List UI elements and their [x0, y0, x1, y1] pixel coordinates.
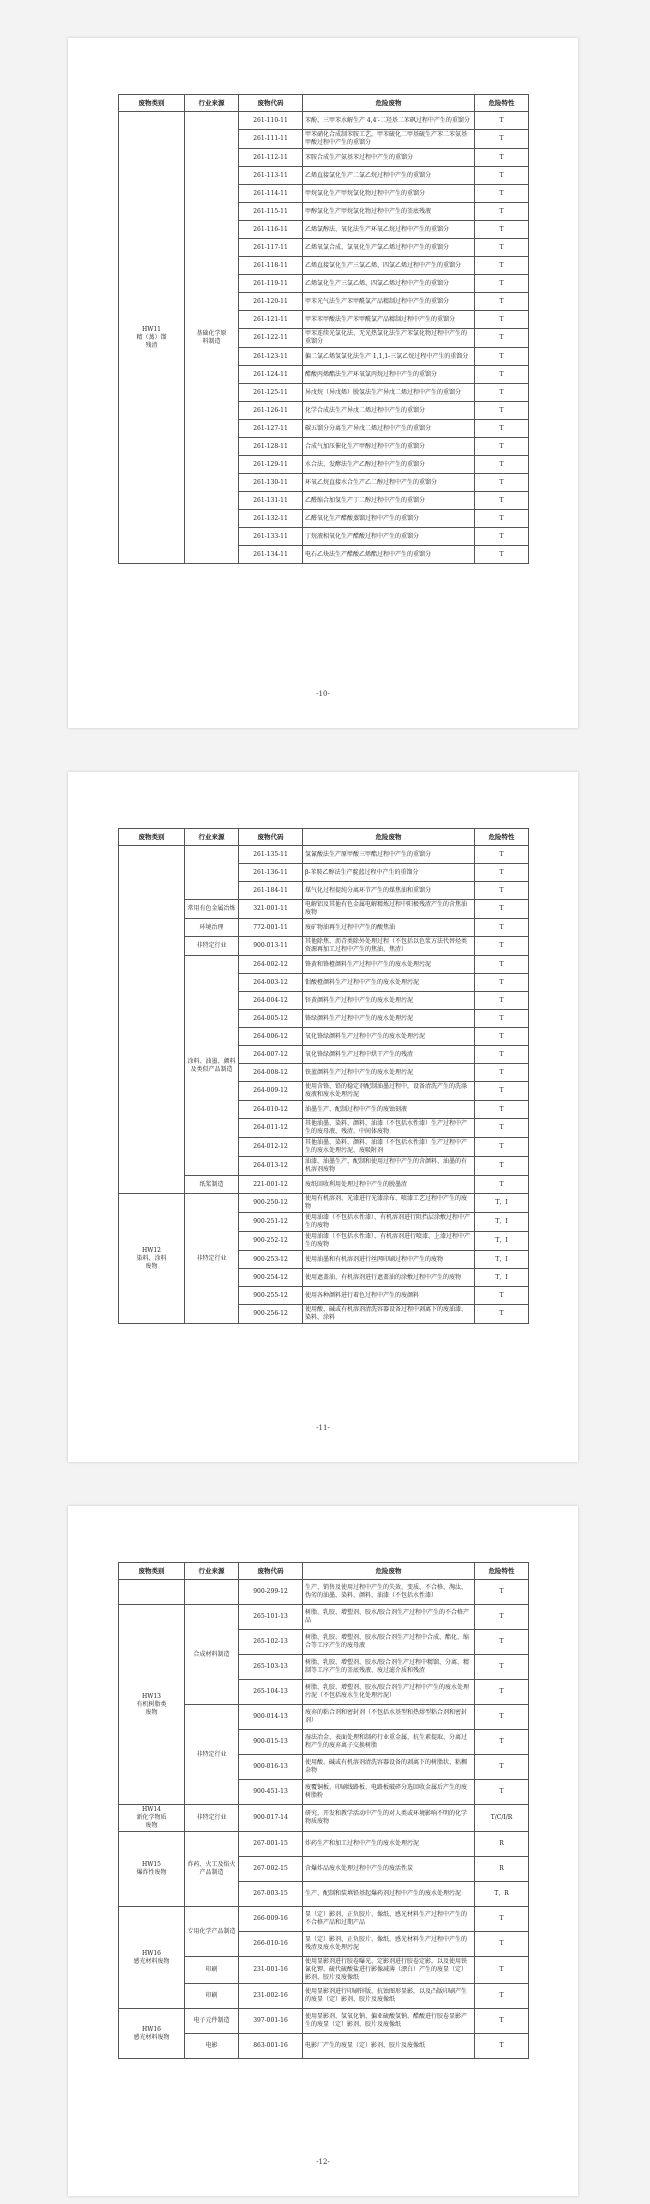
- waste-code-cell: 264-007-12: [239, 1046, 303, 1064]
- header-waste-code: 废物代码: [239, 829, 303, 846]
- waste-description-cell: 苯胺合成生产氨基苯过程中产生的重馏分: [303, 149, 475, 167]
- waste-description-cell: 甲烷氯化生产甲烷氯化物过程中产生的重馏分: [303, 185, 475, 203]
- waste-description-cell: 废矿物油再生过程中产生的酸焦油: [303, 919, 475, 937]
- hazard-property-cell: T: [475, 937, 529, 956]
- hazard-property-cell: T，I: [475, 1269, 529, 1287]
- waste-code-cell: 264-013-12: [239, 1157, 303, 1176]
- waste-code-cell: 772-001-11: [239, 919, 303, 937]
- hazard-property-cell: T: [475, 474, 529, 492]
- waste-description-cell: 甲苯硝化合成制苯胺工艺，甲苯硫化二甲基硫生产苯二苯氨基甲酸过程中产生的重馏分: [303, 130, 475, 149]
- waste-description-cell: 炸药生产和加工过程中产生的废水处理污泥: [303, 1832, 475, 1857]
- waste-description-cell: 生产、销售及使用过程中产生的失效、变质、不合格、淘汰、伪劣的油墨、染料、颜料、油漆（不包括水性漆）: [303, 1580, 475, 1605]
- header-industry-source: 行业来源: [185, 1563, 239, 1580]
- hazard-property-cell: T: [475, 2009, 529, 2034]
- waste-description-cell: 使用油墨和有机溶剂进行丝网印刷过程中产生的废物: [303, 1251, 475, 1269]
- waste-description-cell: 水合法、发酵法生产乙醇过程中产生的重馏分: [303, 456, 475, 474]
- hazard-property-cell: T: [475, 1755, 529, 1780]
- hazard-property-cell: T: [475, 528, 529, 546]
- waste-description-cell: 电影厂产生的废显（定）影剂、胶片及废像纸: [303, 2034, 475, 2059]
- waste-description-cell: 含爆炸品废水处理过程中产生的废活性炭: [303, 1857, 475, 1882]
- hazard-property-cell: T: [475, 1932, 529, 1957]
- hazard-property-cell: T: [475, 1119, 529, 1138]
- hazard-property-cell: T: [475, 130, 529, 149]
- waste-description-cell: 乙烯直接氯化生产二氯乙烷过程中产生的重馏分: [303, 167, 475, 185]
- waste-description-cell: 废覆铜板、印刷线路板、电路板破碎分选回收金属后产生的废树脂粉: [303, 1780, 475, 1805]
- waste-code-cell: 900-451-13: [239, 1780, 303, 1805]
- hazard-property-cell: T: [475, 384, 529, 402]
- waste-code-cell: 265-104-13: [239, 1680, 303, 1705]
- industry-source-cell: 电子元件制造: [185, 2009, 239, 2034]
- waste-description-cell: 乙烯氯醇法、氧化法生产环氧乙烷过程中产生的重馏分: [303, 221, 475, 239]
- hazard-property-cell: T: [475, 2034, 529, 2059]
- waste-description-cell: 乙烯直接氯化生产三氯乙烯、四氯乙烯过程中产生的重馏分: [303, 257, 475, 275]
- waste-code-cell: 264-002-12: [239, 956, 303, 974]
- header-waste-category: 废物类别: [119, 1563, 185, 1580]
- hazard-property-cell: T: [475, 275, 529, 293]
- table-row: [119, 2009, 529, 2034]
- hazard-property-cell: T，R: [475, 1882, 529, 1907]
- header-hazardous-waste: 危险废物: [303, 1563, 475, 1580]
- hazard-property-cell: R: [475, 1857, 529, 1882]
- table-row: [119, 1832, 529, 1857]
- waste-description-cell: 丁烷液相氧化生产醋酸过程中产生的重馏分: [303, 528, 475, 546]
- waste-code-cell: 265-102-13: [239, 1630, 303, 1655]
- hazard-property-cell: T: [475, 1101, 529, 1119]
- hazard-property-cell: T: [475, 1780, 529, 1805]
- waste-description-cell: 使用有机溶剂、光漆进行光漆涂布、喷漆工艺过程中产生的废物: [303, 1194, 475, 1213]
- hazard-property-cell: T: [475, 1046, 529, 1064]
- header-waste-code: 废物代码: [239, 95, 303, 112]
- hazardous-waste-table: [118, 828, 529, 1324]
- waste-description-cell: 甲苯光气法生产苯甲酰氯产品精制过程中产生的重馏分: [303, 293, 475, 311]
- waste-code-cell: 264-006-12: [239, 1028, 303, 1046]
- waste-description-cell: 生产、配制和装填铅基起爆药剂过程中产生的废水处理污泥: [303, 1882, 475, 1907]
- hazard-property-cell: T: [475, 1176, 529, 1194]
- waste-category-cell: [119, 846, 185, 1194]
- hazard-property-cell: T: [475, 992, 529, 1010]
- waste-description-cell: 碳五馏分分离生产异戊二烯过程中产生的重馏分: [303, 420, 475, 438]
- hazard-property-cell: T: [475, 1305, 529, 1324]
- waste-code-cell: 863-001-16: [239, 2034, 303, 2059]
- waste-code-cell: 267-003-15: [239, 1882, 303, 1907]
- waste-description-cell: 铁蓝颜料生产过程中产生的废水处理污泥: [303, 1064, 475, 1082]
- hazard-property-cell: T: [475, 348, 529, 366]
- waste-description-cell: 电解铝及其他有色金属电解精炼过程中阳极残渣产生的含焦油废物: [303, 900, 475, 919]
- waste-description-cell: 研究、开发和教学活动中产生的对人类或环境影响不明的化学物质废物: [303, 1805, 475, 1832]
- waste-description-cell: 树脂、乳胶、增塑剂、胶水/胶合剂生产过程中产生的不合格产品: [303, 1605, 475, 1630]
- waste-code-cell: 261-118-11: [239, 257, 303, 275]
- waste-description-cell: 乙醛缩合加氢生产丁二醇过程中产生的重馏分: [303, 492, 475, 510]
- waste-description-cell: 醋酸丙烯酯法生产环氧氯丙烷过程中产生的重馏分: [303, 366, 475, 384]
- hazard-property-cell: T: [475, 900, 529, 919]
- waste-description-cell: 使用遮盖油、有机溶剂进行遮盖油的涂敷过程中产生的废物: [303, 1269, 475, 1287]
- waste-code-cell: 261-122-11: [239, 329, 303, 348]
- hazard-property-cell: T: [475, 919, 529, 937]
- waste-code-cell: 900-016-13: [239, 1755, 303, 1780]
- hazard-property-cell: T: [475, 257, 529, 275]
- table-row: [119, 1907, 529, 1932]
- waste-code-cell: 261-130-11: [239, 474, 303, 492]
- header-waste-code: 废物代码: [239, 1563, 303, 1580]
- waste-description-cell: 苯酚、三甲苯水解生产 4,4′-二羟基二苯砜过程中产生的重馏分: [303, 112, 475, 130]
- waste-code-cell: 264-012-12: [239, 1138, 303, 1157]
- waste-description-cell: 其他油墨、染料、颜料、油漆（不包括水性漆）生产过程中产生的废水处理污泥、废吸附剂: [303, 1138, 475, 1157]
- waste-code-cell: 231-001-16: [239, 1957, 303, 1984]
- waste-code-cell: 900-014-13: [239, 1705, 303, 1730]
- waste-description-cell: 氧化铬绿颜料生产过程中产生的废水处理污泥: [303, 1028, 475, 1046]
- page-number: -12-: [316, 2158, 330, 2166]
- waste-description-cell: 氧化铬绿颜料生产过程中烘干产生的残渣: [303, 1046, 475, 1064]
- waste-code-cell: 261-124-11: [239, 366, 303, 384]
- hazard-property-cell: T: [475, 311, 529, 329]
- waste-description-cell: 使用酸、碱或有机溶剂清洗容器设备的剥离下的树脂状、粘稠杂物: [303, 1755, 475, 1780]
- waste-description-cell: 偏二氯乙烯氢氯化法生产 1,1,1-三氯乙烷过程中产生的重馏分: [303, 348, 475, 366]
- industry-source-cell: 印刷: [185, 1957, 239, 1984]
- waste-code-cell: 261-116-11: [239, 221, 303, 239]
- table-row: [119, 1580, 529, 1605]
- waste-description-cell: 锌黄颜料生产过程中产生的废水处理污泥: [303, 992, 475, 1010]
- header-waste-category: 废物类别: [119, 95, 185, 112]
- hazard-property-cell: T: [475, 974, 529, 992]
- waste-category-cell: [119, 1580, 185, 1605]
- hazard-property-cell: T: [475, 846, 529, 864]
- waste-code-cell: 900-013-11: [239, 937, 303, 956]
- hazard-property-cell: T: [475, 1705, 529, 1730]
- hazard-property-cell: T: [475, 1957, 529, 1984]
- waste-code-cell: 221-001-12: [239, 1176, 303, 1194]
- hazard-property-cell: T: [475, 1028, 529, 1046]
- waste-code-cell: 261-126-11: [239, 402, 303, 420]
- waste-description-cell: 甲苯苯甲酸法生产苯甲酰氯产品精制过程中产生的重馏分: [303, 311, 475, 329]
- waste-description-cell: 合成气加压催化生产甲醇过程中产生的重馏分: [303, 438, 475, 456]
- waste-description-cell: 异戊烷（异戊烯）脱氢法生产异戊二烯过程中产生的重馏分: [303, 384, 475, 402]
- hazard-property-cell: T: [475, 492, 529, 510]
- waste-code-cell: 267-001-15: [239, 1832, 303, 1857]
- hazard-property-cell: T: [475, 882, 529, 900]
- hazard-property-cell: T: [475, 239, 529, 257]
- waste-category-cell: HW15 爆炸性废物: [119, 1832, 185, 1907]
- page-number: -11-: [316, 1424, 330, 1432]
- hazard-property-cell: T: [475, 1138, 529, 1157]
- hazard-property-cell: T: [475, 293, 529, 311]
- hazard-property-cell: T: [475, 956, 529, 974]
- waste-description-cell: 乙烯氯化生产三氯乙烯、四氯乙烯过程中产生的重馏分: [303, 275, 475, 293]
- header-hazardous-waste: 危险废物: [303, 829, 475, 846]
- waste-code-cell: 900-015-13: [239, 1730, 303, 1755]
- waste-code-cell: 261-184-11: [239, 882, 303, 900]
- waste-code-cell: 261-136-11: [239, 864, 303, 882]
- waste-code-cell: 261-129-11: [239, 456, 303, 474]
- industry-source-cell: 非特定行业: [185, 1705, 239, 1805]
- waste-code-cell: 261-114-11: [239, 185, 303, 203]
- hazard-property-cell: T: [475, 1064, 529, 1082]
- waste-category-cell: HW14 新化学物质 废物: [119, 1805, 185, 1832]
- header-waste-category: 废物类别: [119, 829, 185, 846]
- waste-code-cell: 900-017-14: [239, 1805, 303, 1832]
- waste-code-cell: 900-253-12: [239, 1251, 303, 1269]
- waste-code-cell: 264-004-12: [239, 992, 303, 1010]
- hazardous-waste-table: [118, 1562, 529, 2059]
- waste-description-cell: 树脂、乳胶、增塑剂、胶水/胶合剂生产过程中合成、酯化、缩合等工序产生的废母液: [303, 1630, 475, 1655]
- hazard-property-cell: T: [475, 438, 529, 456]
- hazard-property-cell: T: [475, 1984, 529, 2009]
- waste-description-cell: 废弃的粘合剂和密封剂（不包括水基型和热熔型粘合剂和密封剂）: [303, 1705, 475, 1730]
- hazard-property-cell: T: [475, 1730, 529, 1755]
- waste-code-cell: 266-009-16: [239, 1907, 303, 1932]
- waste-code-cell: 261-112-11: [239, 149, 303, 167]
- hazard-property-cell: T: [475, 1680, 529, 1705]
- waste-code-cell: 264-008-12: [239, 1064, 303, 1082]
- waste-description-cell: 铬黄和铬橙颜料生产过程中产生的废水处理污泥: [303, 956, 475, 974]
- waste-code-cell: 261-117-11: [239, 239, 303, 257]
- hazard-property-cell: T: [475, 1907, 529, 1932]
- waste-description-cell: 其他油墨、染料、颜料、油漆（不包括水性漆）生产过程中产生的废母液、残渣、中间体废物: [303, 1119, 475, 1138]
- waste-code-cell: 261-119-11: [239, 275, 303, 293]
- waste-code-cell: 261-111-11: [239, 130, 303, 149]
- hazard-property-cell: T: [475, 546, 529, 564]
- document-page: [68, 38, 578, 728]
- waste-description-cell: 甲醇氯化生产甲烷氯化物过程中产生的釜底残液: [303, 203, 475, 221]
- waste-description-cell: 乙烯氧氯合成、氯氧化生产氯乙烯过程中产生的重馏分: [303, 239, 475, 257]
- table-row: [119, 112, 529, 130]
- waste-category-cell: HW13 有机树脂类 废物: [119, 1605, 185, 1805]
- waste-description-cell: 油漆、油墨生产、配制和使用过程中产生的含颜料、油墨的有机溶剂废物: [303, 1157, 475, 1176]
- hazard-property-cell: T，I: [475, 1232, 529, 1251]
- waste-description-cell: 化学合成法生产异戊二烯过程中产生的重馏分: [303, 402, 475, 420]
- header-industry-source: 行业来源: [185, 829, 239, 846]
- hazard-property-cell: T: [475, 510, 529, 528]
- hazard-property-cell: T/C/I/R: [475, 1805, 529, 1832]
- hazard-property-cell: T: [475, 1580, 529, 1605]
- waste-code-cell: 261-115-11: [239, 203, 303, 221]
- industry-source-cell: 炸药、火工及焰火产品制造: [185, 1832, 239, 1907]
- hazard-property-cell: T: [475, 221, 529, 239]
- waste-description-cell: β-苯胺乙醇法生产靛蓝过程中产生的重馏分: [303, 864, 475, 882]
- waste-code-cell: 261-120-11: [239, 293, 303, 311]
- waste-code-cell: 900-252-12: [239, 1232, 303, 1251]
- hazard-property-cell: T: [475, 420, 529, 438]
- waste-description-cell: 树脂、乳胶、增塑剂、胶水/胶合剂生产过程中精馏、分离、精制等工序产生的釜底残液、废过滤介质和残渣: [303, 1655, 475, 1680]
- industry-source-cell: 涂料、油墨、颜料及类似产品制造: [185, 956, 239, 1176]
- industry-source-cell: 电影: [185, 2034, 239, 2059]
- waste-code-cell: 231-002-16: [239, 1984, 303, 2009]
- document-page: [68, 772, 578, 1462]
- waste-code-cell: 900-255-12: [239, 1287, 303, 1305]
- document-page: [68, 1506, 578, 2196]
- waste-description-cell: 使用显影剂进行印刷锌版、抗蚀图形显影，以及凸版印刷产生的废显（定）影剂、胶片及废像纸: [303, 1984, 475, 2009]
- waste-category-cell: HW12 染料、涂料 废物: [119, 1194, 185, 1324]
- industry-source-cell: 环境治理: [185, 919, 239, 937]
- waste-description-cell: 使用显影剂、氢氧化钠、偏亚硫酸氢钠、醋酸进行胶卷显影产生的废显（定）影剂、胶片及废像纸: [303, 2009, 475, 2034]
- waste-description-cell: 使用显影剂进行胶卷曝光、定影剂进行胶卷定影，以及使用铁氰化钾、硫代硫酸盐进行影像减薄（漂白）产生的废显（定）影剂、胶片及废像纸: [303, 1957, 475, 1984]
- waste-code-cell: 261-131-11: [239, 492, 303, 510]
- hazard-property-cell: T: [475, 456, 529, 474]
- waste-code-cell: 261-110-11: [239, 112, 303, 130]
- waste-code-cell: 264-009-12: [239, 1082, 303, 1101]
- waste-description-cell: 煤气化过程提纯分离环节产生的煤焦油和重馏分: [303, 882, 475, 900]
- waste-code-cell: 397-001-16: [239, 2009, 303, 2034]
- hazard-property-cell: T: [475, 1010, 529, 1028]
- industry-source-cell: 非特定行业: [185, 937, 239, 956]
- waste-code-cell: 261-127-11: [239, 420, 303, 438]
- hazard-property-cell: T: [475, 112, 529, 130]
- hazard-property-cell: T: [475, 366, 529, 384]
- industry-source-cell: 基础化学原 料制造: [185, 112, 239, 564]
- waste-description-cell: 电石乙炔法生产醋酸乙烯酯过程中产生的重馏分: [303, 546, 475, 564]
- waste-description-cell: 显（定）影剂、正负胶片、像纸、感光材料生产过程中产生的残渣及废水处理污泥: [303, 1932, 475, 1957]
- waste-code-cell: 261-128-11: [239, 438, 303, 456]
- hazard-property-cell: T: [475, 1082, 529, 1101]
- industry-source-cell: [185, 1580, 239, 1605]
- hazard-property-cell: R: [475, 1832, 529, 1857]
- waste-description-cell: 使用含铬、铅的稳定剂配制油墨过程中，设备清洗产生的洗涤废液和废水处理污泥: [303, 1082, 475, 1101]
- waste-description-cell: 使用各种颜料进行着色过程中产生的废颜料: [303, 1287, 475, 1305]
- waste-code-cell: 261-123-11: [239, 348, 303, 366]
- waste-description-cell: 使用油漆（不包括水性漆）、有机溶剂进行阻挡层涂敷过程中产生的废物: [303, 1213, 475, 1232]
- header-hazardous-waste: 危险废物: [303, 95, 475, 112]
- waste-description-cell: 氢氰酸法生产原甲酸三甲酯过程中产生的重馏分: [303, 846, 475, 864]
- industry-source-cell: 印刷: [185, 1984, 239, 2009]
- waste-code-cell: 900-299-12: [239, 1580, 303, 1605]
- waste-code-cell: 261-121-11: [239, 311, 303, 329]
- industry-source-cell: [185, 846, 239, 900]
- hazard-property-cell: T: [475, 203, 529, 221]
- waste-code-cell: 264-011-12: [239, 1119, 303, 1138]
- industry-source-cell: 常用有色金属冶炼: [185, 900, 239, 919]
- waste-description-cell: 显（定）影剂、正负胶片、像纸、感光材料生产过程中产生的不合格产品和过期产品: [303, 1907, 475, 1932]
- industry-source-cell: 非特定行业: [185, 1805, 239, 1832]
- waste-code-cell: 265-103-13: [239, 1655, 303, 1680]
- header-hazard-property: 危险特性: [475, 95, 529, 112]
- header-industry-source: 行业来源: [185, 95, 239, 112]
- waste-code-cell: 267-002-15: [239, 1857, 303, 1882]
- hazardous-waste-table: [118, 94, 529, 564]
- table-row: [119, 1605, 529, 1630]
- waste-code-cell: 261-135-11: [239, 846, 303, 864]
- industry-source-cell: 非特定行业: [185, 1194, 239, 1324]
- waste-description-cell: 湿法冶金、表面处理和制药行业重金属、抗生素提取、分离过程产生的废弃离子交换树脂: [303, 1730, 475, 1755]
- waste-code-cell: 261-125-11: [239, 384, 303, 402]
- waste-description-cell: 使用酸、碱或有机溶剂清洗容器设备过程中剥离下的废油漆、染料、涂料: [303, 1305, 475, 1324]
- waste-code-cell: 264-005-12: [239, 1010, 303, 1028]
- waste-code-cell: 261-133-11: [239, 528, 303, 546]
- hazard-property-cell: T: [475, 149, 529, 167]
- industry-source-cell: 合成材料制造: [185, 1605, 239, 1705]
- waste-code-cell: 261-132-11: [239, 510, 303, 528]
- waste-description-cell: 废纸回收利用处理过程中产生的脱墨渣: [303, 1176, 475, 1194]
- hazard-property-cell: T，I: [475, 1213, 529, 1232]
- waste-description-cell: 油墨生产、配制过程中产生的废蚀刻液: [303, 1101, 475, 1119]
- waste-description-cell: 甲苯连续光氯化法、无光热氯化法生产苯氯化物过程中产生的重馏分: [303, 329, 475, 348]
- waste-code-cell: 264-003-12: [239, 974, 303, 992]
- hazard-property-cell: T: [475, 167, 529, 185]
- waste-description-cell: 乙醛氧化生产醋酸蒸馏过程中产生的重馏分: [303, 510, 475, 528]
- hazard-property-cell: T: [475, 1655, 529, 1680]
- waste-description-cell: 使用油漆（不包括水性漆）、有机溶剂进行喷漆、上漆过程中产生的废物: [303, 1232, 475, 1251]
- hazard-property-cell: T: [475, 329, 529, 348]
- waste-code-cell: 900-251-12: [239, 1213, 303, 1232]
- industry-source-cell: 纸浆制造: [185, 1176, 239, 1194]
- table-row: [119, 1194, 529, 1213]
- waste-code-cell: 900-250-12: [239, 1194, 303, 1213]
- hazard-property-cell: T: [475, 1287, 529, 1305]
- hazard-property-cell: T: [475, 1157, 529, 1176]
- hazard-property-cell: T: [475, 402, 529, 420]
- waste-description-cell: 铬绿颜料生产过程中产生的废水处理污泥: [303, 1010, 475, 1028]
- hazard-property-cell: T: [475, 864, 529, 882]
- header-hazard-property: 危险特性: [475, 1563, 529, 1580]
- waste-code-cell: 261-134-11: [239, 546, 303, 564]
- waste-description-cell: 钼酸橙颜料生产过程中产生的废水处理污泥: [303, 974, 475, 992]
- table-row: [119, 846, 529, 864]
- hazard-property-cell: T: [475, 1605, 529, 1630]
- table-row: [119, 1805, 529, 1832]
- waste-description-cell: 环氧乙烷直接水合生产乙二醇过程中产生的重馏分: [303, 474, 475, 492]
- header-hazard-property: 危险特性: [475, 829, 529, 846]
- waste-code-cell: 264-010-12: [239, 1101, 303, 1119]
- waste-description-cell: 其他除焦、沥青类除外处理过程（不包括以色浆方法代替烃类资源再加工过程中产生的焦油、焦渣）: [303, 937, 475, 956]
- page-number: -10-: [316, 690, 330, 698]
- waste-code-cell: 266-010-16: [239, 1932, 303, 1957]
- hazard-property-cell: T，I: [475, 1251, 529, 1269]
- hazard-property-cell: T，I: [475, 1194, 529, 1213]
- waste-category-cell: HW16 感光材料废物: [119, 1907, 185, 2009]
- hazard-property-cell: T: [475, 1630, 529, 1655]
- waste-code-cell: 900-256-12: [239, 1305, 303, 1324]
- waste-code-cell: 261-113-11: [239, 167, 303, 185]
- hazard-property-cell: T: [475, 185, 529, 203]
- waste-category-cell: HW11 精（蒸）馏 残渣: [119, 112, 185, 564]
- waste-category-cell: HW16 感光材料废物: [119, 2009, 185, 2059]
- waste-code-cell: 900-254-12: [239, 1269, 303, 1287]
- industry-source-cell: 专用化学产品制造: [185, 1907, 239, 1957]
- waste-description-cell: 树脂、乳胶、增塑剂、胶水/胶合剂生产过程中产生的废水处理污泥（不包括废水生化处理污泥）: [303, 1680, 475, 1705]
- waste-code-cell: 265-101-13: [239, 1605, 303, 1630]
- waste-code-cell: 321-001-11: [239, 900, 303, 919]
